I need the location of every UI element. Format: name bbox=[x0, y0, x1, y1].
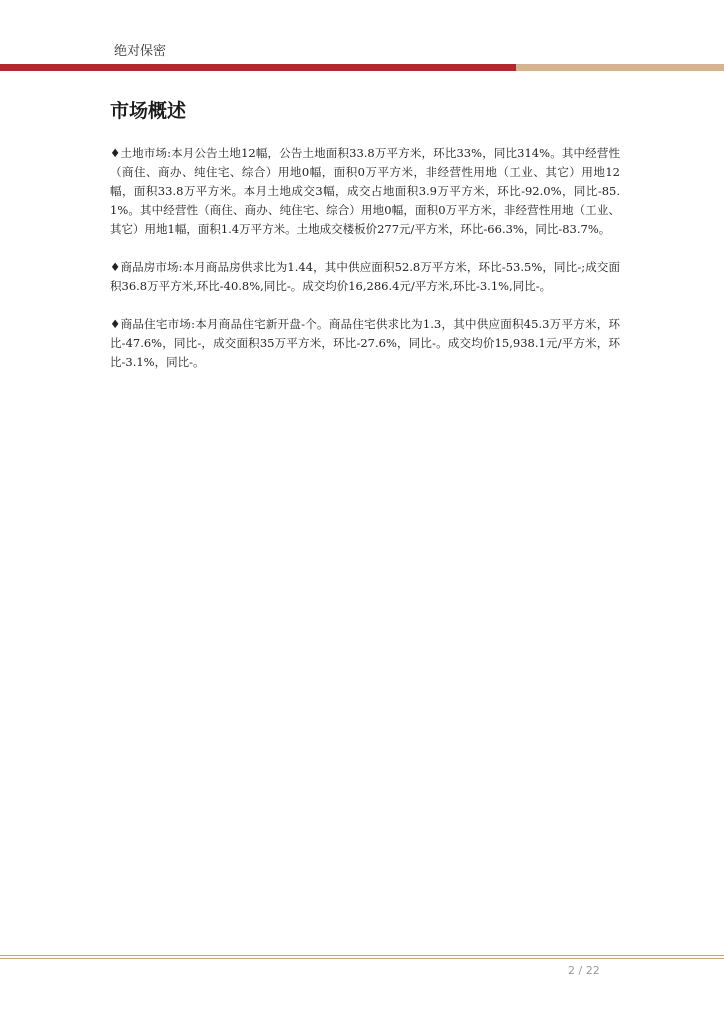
footer-divider-line-bottom bbox=[0, 958, 724, 959]
footer-divider-line-top bbox=[0, 955, 724, 956]
commercial-housing-paragraph: ♦商品房市场:本月商品房供求比为1.44，其中供应面积52.8万平方米，环比-53.5%，同比-;成交面积36.8万平方米,环比-40.8%,同比-。成交均价16,286.4元/平方米,环比-3.1%,同比-。 bbox=[110, 260, 620, 293]
confidential-label: 绝对保密 bbox=[114, 44, 167, 59]
land-market-paragraph: ♦土地市场:本月公告土地12幅，公告土地面积33.8万平方米，环比33%，同比314%。其中经营性（商住、商办、纯住宅、综合）用地0幅，面积0万平方米，非经营性用地（工业、其它）用地12幅，面积33.8万平方米。本月土地成交3幅，成交占地面积3.9万平方米，环比-92.0%，同比-85.1%。其中经营性（商住、商办、纯住宅、综合）用地0幅，面积0万平方米，非经营性用地（工业、其它）用地1幅，面积1.4万平方米。土地成交楼板价277元/平方米，环比-66.3%，同比-83.7%。 bbox=[110, 146, 620, 236]
footer-divider bbox=[0, 955, 724, 959]
section-title: 市场概述 bbox=[110, 100, 187, 122]
market-overview-content bbox=[110, 144, 620, 391]
page-number: 2 / 22 bbox=[568, 964, 600, 977]
header-divider-bar bbox=[0, 64, 724, 71]
header-bar-red-segment bbox=[0, 64, 516, 71]
residential-housing-paragraph: ♦商品住宅市场:本月商品住宅新开盘-个。商品住宅供求比为1.3，其中供应面积45.3万平方米，环比-47.6%，同比-，成交面积35万平方米，环比-27.6%，同比-。成交均价15,938.1元/平方米，环比-3.1%，同比-。 bbox=[110, 317, 620, 369]
header-bar-gold-segment bbox=[516, 64, 724, 71]
